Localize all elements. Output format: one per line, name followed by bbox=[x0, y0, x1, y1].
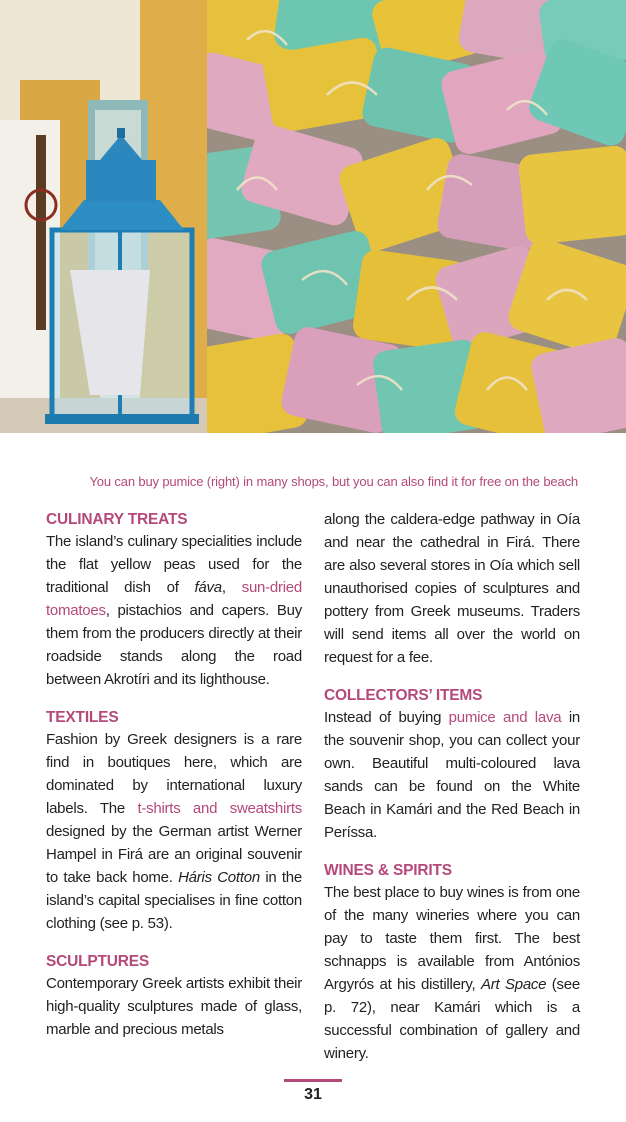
section-body: Contemporary Greek artists exhibit their high-quality sculptures made of glass, marble and precious metals bbox=[46, 975, 302, 1038]
right-column bbox=[324, 509, 580, 1065]
photo-caption: You can buy pumice (right) in many shops, but you can also find it for free on the beach bbox=[89, 474, 578, 489]
section-body: Fashion by Greek designers is a rare find in boutiques here, which are dominated by international luxury labels. The t-shirts and sweatshirts designed by the German artist Werner Hampel in Firá are an original souvenir to take back home. Háris Cotton in the island’s capital specialises in fine cotton clothing (see p. 53). bbox=[46, 731, 302, 932]
section-body: Instead of buying pumice and lava in the souvenir shop, you can collect your own. Beautiful multi-coloured lava sands can be found on the White Beach in Kamári and the Red Beach in Períssa. bbox=[324, 709, 581, 841]
cross-reference-link[interactable]: sun-dried tomatoes bbox=[46, 579, 302, 619]
page-number: 31 bbox=[304, 1086, 322, 1103]
cross-reference-link[interactable]: t-shirts and sweatshirts bbox=[137, 800, 302, 817]
section-wines-spirits bbox=[324, 860, 580, 1065]
section-sculptures bbox=[46, 951, 302, 1041]
left-column bbox=[46, 509, 302, 1041]
photo-strip bbox=[0, 0, 626, 433]
section-body: The island’s culinary specialities include the flat yellow peas used for the traditional dish of fáva, sun-dried tomatoes, pistachios and capers. Buy them from the producers directly at their roadside stands along the road between Akrotíri and its lighthouse. bbox=[46, 533, 302, 688]
section-heading: SCULPTURES bbox=[46, 953, 150, 970]
section-heading: CULINARY TREATS bbox=[46, 511, 188, 528]
section-heading: WINES & SPIRITS bbox=[324, 862, 452, 879]
section-collectors-items bbox=[324, 685, 580, 844]
pumice-stones-photo bbox=[207, 0, 626, 433]
lantern-photo bbox=[0, 0, 207, 433]
section-heading: COLLECTORS’ ITEMS bbox=[324, 687, 483, 704]
section-heading: TEXTILES bbox=[46, 709, 119, 726]
section-textiles bbox=[46, 707, 302, 935]
page-number-rule bbox=[284, 1079, 342, 1082]
section-body-continued: along the caldera-edge pathway in Oía and near the cathedral in Firá. There are also several stores in Oía which sell unauthorised copies of sculptures and pottery from Greek museums. Traders will send items all over the world on request for a fee. bbox=[324, 511, 580, 666]
section-culinary-treats bbox=[46, 509, 302, 691]
section-body: The best place to buy wines is from one of the many wineries where you can pay to taste them first. The best schnapps is available from Antónios Argyrós at his distillery, Art Space (see p. 72), near Kamári which is a successful combination of gallery and winery. bbox=[324, 884, 580, 1062]
cross-reference-link[interactable]: pumice and lava bbox=[448, 709, 562, 726]
